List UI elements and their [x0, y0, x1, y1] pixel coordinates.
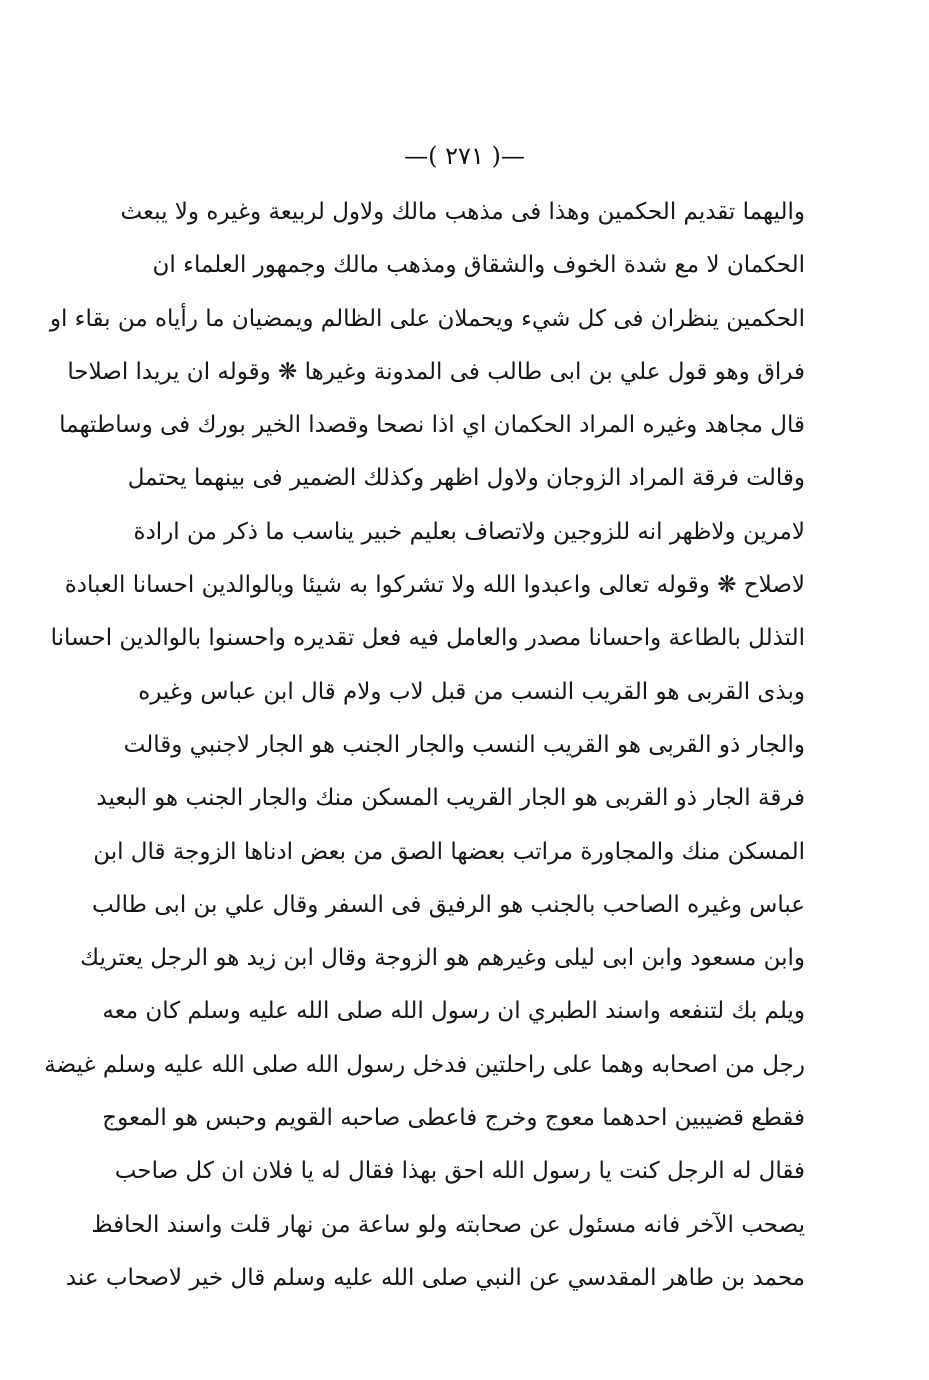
- text-line: والجار ذو القربى هو القريب النسب والجار الجنب هو الجار لاجنبي وقالت: [123, 731, 805, 758]
- text-line: فقطع قضيبين احدهما معوج وخرج فاعطى صاحبه القويم وحبس هو المعوج: [102, 1105, 805, 1132]
- text-line: عباس وغيره الصاحب بالجنب هو الرفيق فى السفر وقال علي بن ابى طالب: [92, 891, 805, 918]
- text-line: التذلل بالطاعة واحسانا مصدر والعامل فيه فعل تقديره واحسنوا بالوالدين احسانا: [50, 625, 805, 652]
- text-line: يصحب الآخر فانه مسئول عن صحابته ولو ساعة من نهار قلت واسند الحافظ: [91, 1211, 805, 1238]
- text-line: الحكمين ينظران فى كل شيء ويحملان على الظالم ويمضيان ما رأياه من بقاء او: [49, 305, 805, 332]
- text-line: وبذى القربى هو القريب النسب من قبل لاب ولام قال ابن عباس وغيره: [138, 678, 805, 705]
- text-line: وابن مسعود وابن ابى ليلى وغيرهم هو الزوجة وقال ابن زيد هو الرجل يعتريك: [80, 945, 805, 972]
- page-number: —( ٢٧١ )—: [404, 142, 525, 170]
- text-line: الحكمان لا مع شدة الخوف والشقاق ومذهب مالك وجمهور العلماء ان: [152, 252, 805, 279]
- text-line: رجل من اصحابه وهما على راحلتين فدخل رسول الله صلى الله عليه وسلم غيضة: [44, 1051, 805, 1078]
- body-text: [44, 186, 805, 1305]
- text-line: المسكن منك والمجاورة مراتب بعضها الصق من بعض ادناها الزوجة قال ابن: [93, 838, 805, 865]
- text-line: لامرين ولاظهر انه للزوجين ولاتصاف بعليم خبير يناسب ما ذكر من ارادة: [133, 518, 805, 545]
- text-line: وقالت فرقة المراد الزوجان ولاول اظهر وكذلك الضمير فى بينهما يحتمل: [127, 465, 805, 492]
- text-line: واليهما تقديم الحكمين وهذا فى مذهب مالك ولاول لربيعة وغيره ولا يبعث: [120, 199, 805, 225]
- text-line: فقال له الرجل كنت يا رسول الله احق بهذا فقال له يا فلان ان كل صاحب: [114, 1158, 805, 1185]
- text-line: لاصلاح ❋ وقوله تعالى واعبدوا الله ولا تشركوا به شيئا وبالوالدين احسانا العبادة: [64, 572, 805, 599]
- text-line: فرقة الجار ذو القربى هو الجار القريب المسكن منك والجار الجنب هو البعيد: [96, 785, 805, 812]
- text-line: قال مجاهد وغيره المراد الحكمان اي اذا نصحا وقصدا الخير بورك فى وساطتهما: [59, 412, 805, 439]
- text-line: ويلم بك لتنفعه واسند الطبري ان رسول الله صلى الله عليه وسلم كان معه: [102, 998, 805, 1025]
- text-line: فراق وهو قول علي بن ابى طالب فى المدونة وغيرها ❋ وقوله ان يريدا اصلاحا: [67, 358, 805, 385]
- text-line: محمد بن طاهر المقدسي عن النبي صلى الله عليه وسلم قال خير لاصحاب عند: [65, 1264, 805, 1291]
